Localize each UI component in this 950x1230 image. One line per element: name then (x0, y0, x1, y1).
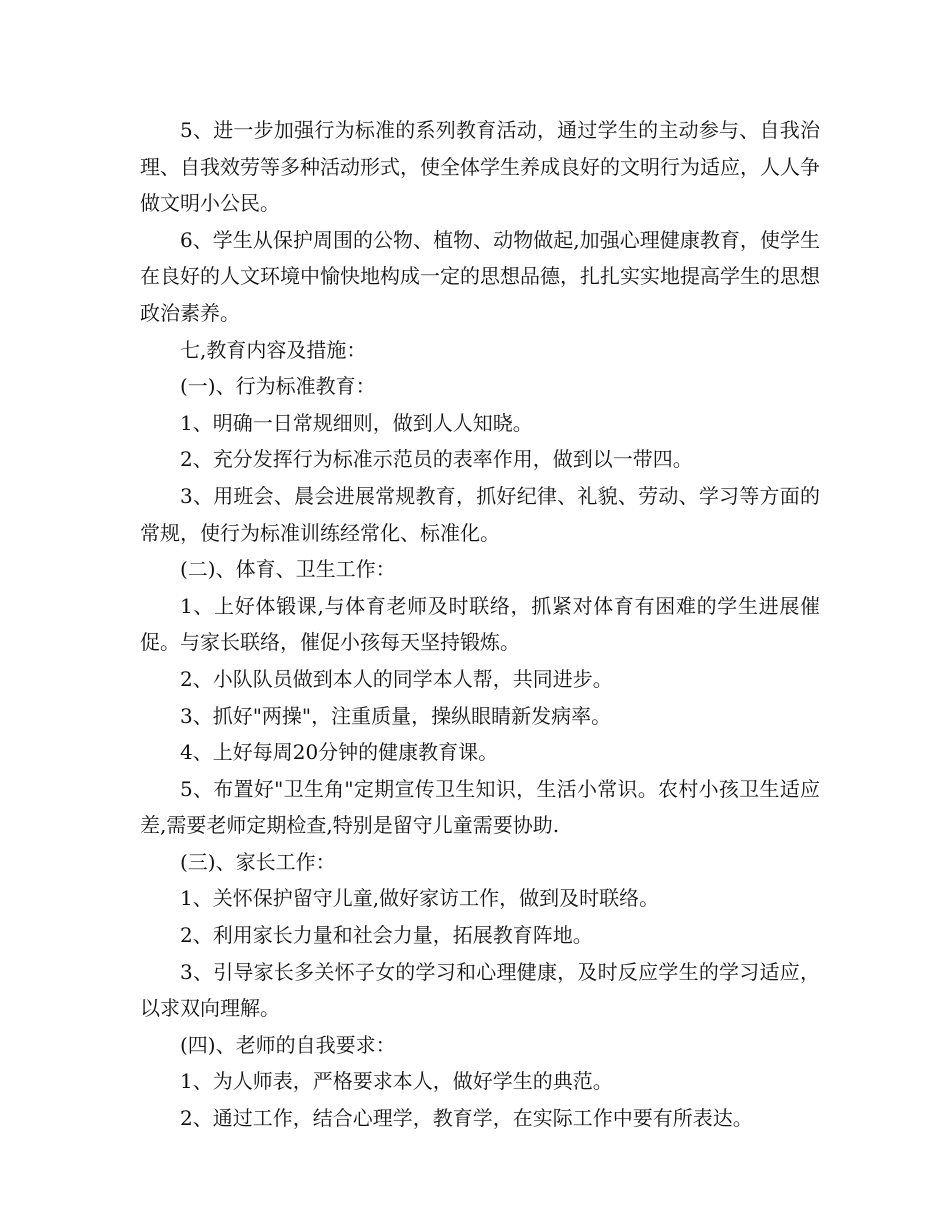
subsection-heading-4: (四)、老师的自我要求： (180, 1032, 396, 1057)
paragraph-item-5: 5、进一步加强行为标准的系列教育活动，通过学生的主动参与、自我治理、自我效劳等多种活动形式，使全体学生养成良好的文明行为适应，人人争做文明小公民。 (140, 118, 820, 216)
list-item: 1、上好体锻课,与体育老师及时联络，抓紧对体育有困难的学生进展催促。与家长联络，催促小孩每天坚持锻炼。 (140, 593, 820, 655)
list-item: 5、布置好"卫生角"定期宣传卫生知识，生活小常识。农村小孩卫生适应差,需要老师定期检查,特别是留守儿童需要协助. (140, 776, 820, 838)
section-heading-7: 七,教育内容及措施： (180, 337, 367, 362)
subsection-heading-2: (二)、体育、卫生工作： (180, 557, 396, 582)
list-item: 1、为人师表，严格要求本人，做好学生的典范。 (180, 1069, 613, 1094)
document-body (140, 112, 820, 1137)
list-item: 2、利用家长力量和社会力量，拓展教育阵地。 (180, 923, 593, 948)
list-item: 2、小队队员做到本人的同学本人帮，共同进步。 (180, 666, 613, 691)
list-item: 2、通过工作，结合心理学，教育学，在实际工作中要有所表达。 (180, 1106, 753, 1131)
list-item: 4、上好每周20分钟的健康教育课。 (180, 740, 499, 765)
paragraph-item-6: 6、学生从保护周围的公物、植物、动物做起,加强心理健康教育，使学生在良好的人文环境中愉快地构成一定的思想品德，扎扎实实地提高学生的思想政治素养。 (140, 227, 820, 325)
list-item: 2、充分发挥行为标准示范员的表率作用，做到以一带四。 (180, 447, 693, 472)
list-item: 3、用班会、晨会进展常规教育，抓好纪律、礼貌、劳动、学习等方面的常规，使行为标准训练经常化、标准化。 (140, 483, 820, 545)
list-item: 1、明确一日常规细则，做到人人知晓。 (180, 410, 533, 435)
subsection-heading-1: (一)、行为标准教育： (180, 374, 376, 399)
list-item: 3、抓好"两操"，注重质量，操纵眼睛新发病率。 (180, 703, 612, 728)
list-item: 3、引导家长多关怀子女的学习和心理健康，及时反应学生的学习适应，以求双向理解。 (140, 959, 820, 1021)
list-item: 1、关怀保护留守儿童,做好家访工作，做到及时联络。 (180, 886, 660, 911)
subsection-heading-3: (三)、家长工作： (180, 849, 336, 874)
